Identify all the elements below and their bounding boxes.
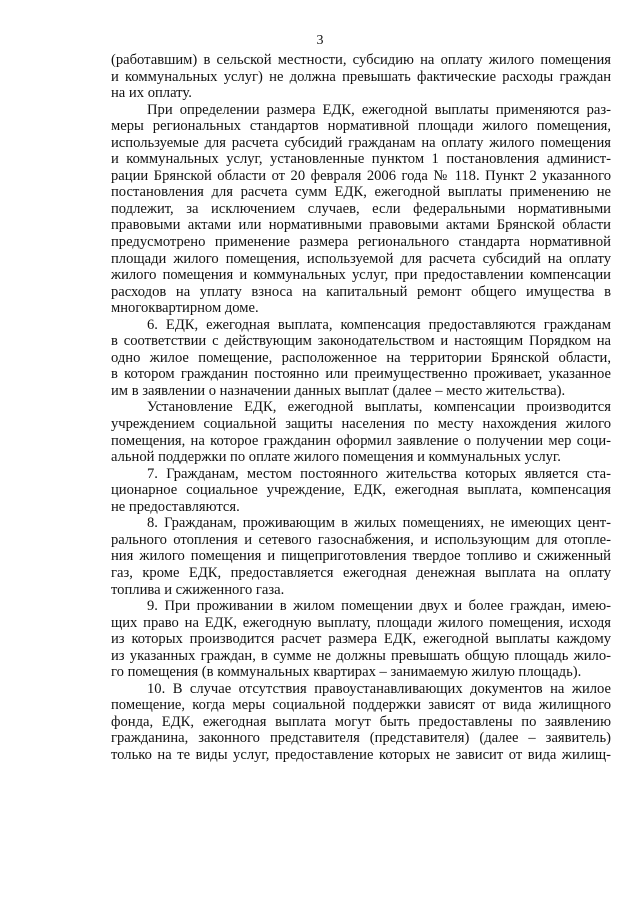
text-line: многоквартирном доме. [111,300,259,317]
text-line: предусмотрено применение размера регионального стандарта нормативной [111,234,611,251]
text-line: помещения, на которое гражданин оформил заявление о получении мер соци- [111,432,611,449]
text-line: ния жилого помещения и пищеприготовления твердое топливо и сжиженный [111,548,611,565]
paragraph [111,52,611,102]
text-line: только на те виды услуг, предоставление которых не зависит от вида жилищ- [111,746,611,763]
paragraph [111,102,611,317]
text-line: подлежит, за исключением случаев, если федеральными нормативными [111,200,611,217]
text-line: постановления для расчета сумм ЕДК, ежегодной выплаты применению не [111,184,611,201]
text-line: используемые для расчета субсидий гражданам на оплату жилого помещения [111,134,611,151]
text-line: 8. Гражданам, проживающим в жилых помещениях, не имеющих цент- [147,515,611,532]
text-line: рации Брянской области от 20 февраля 2006 года № 118. Пункт 2 указанного [111,167,611,184]
text-line: гражданина, законного представителя (представителя) (далее – заявитель) [111,730,611,747]
text-line: меры региональных стандартов нормативной площади жилого помещения, [111,118,611,135]
text-line: (работавшим) в сельской местности, субсидию на оплату жилого помещения [111,52,611,68]
text-line: топлива и сжиженного газа. [111,581,285,598]
text-line: 10. В случае отсутствия правоустанавливающих документов на жилое [147,680,611,697]
text-line: альной поддержки по оплате жилого помещения и коммунальных услуг. [111,449,561,466]
text-line: одно жилое помещение, расположенное на территории Брянской области, [111,349,611,366]
text-line: учреждением социальной защиты населения по месту нахождения жилого [111,416,611,433]
paragraph [111,466,611,516]
text-line: правовыми актами или нормативными правовыми актами Брянской области [111,217,611,234]
text-line: рального отопления и сетевого газоснабжения, и использующим для отопле- [111,531,611,548]
paragraph [111,399,611,465]
document-body [111,52,611,764]
text-line: щих право на ЕДК, ежегодную выплату, площади жилого помещения, исходя [111,614,611,631]
text-line: помещение, когда меры социальной поддержки зависят от вида жилищного [111,697,611,714]
text-line: в котором гражданин постоянно или преимущественно проживает, указанное [111,366,611,383]
text-line: 7. Гражданам, местом постоянного жительства которых является ста- [147,465,611,482]
text-line: в соответствии с действующим законодательством и настоящим Порядком на [111,333,611,350]
text-line: и коммунальных услуг) не должна превышать фактические расходы граждан [111,68,611,85]
text-line: фонда, ЕДК, ежегодная выплата могут быть предоставлены по заявлению [111,713,611,730]
text-line: на их оплату. [111,85,192,102]
text-line: Установление ЕДК, ежегодной выплаты, компенсации производится [147,399,611,416]
text-line: не предоставляются. [111,498,240,515]
text-line: газ, кроме ЕДК, предоставляется ежегодная денежная выплата на оплату [111,564,611,581]
text-line: и коммунальных услуг, установленные пунктом 1 постановления админист- [111,151,611,168]
page-number: 3 [316,33,324,48]
text-line: При определении размера ЕДК, ежегодной выплаты применяются раз- [147,101,611,118]
text-line: 6. ЕДК, ежегодная выплата, компенсация предоставляются гражданам [147,316,611,333]
text-line: жилого помещения и коммунальных услуг, при предоставлении компенсации [111,267,611,284]
text-line: из указанных граждан, в сумме не должны превышать общую площадь жило- [111,647,611,664]
paragraph [111,317,611,400]
text-line: 9. При проживании в жилом помещении двух и более граждан, имею- [147,598,611,615]
paragraph [111,598,611,681]
text-line: площади жилого помещения, используемой для расчета субсидий на оплату [111,250,611,267]
paragraph [111,681,611,764]
paragraph [111,515,611,598]
text-line: расходов на уплату взноса на капитальный ремонт общего имущества в [111,283,611,300]
text-line: им в заявлении о назначении данных выплат (далее – место жительства). [111,382,566,399]
text-line: ционарное социальное учреждение, ЕДК, ежегодная выплата, компенсация [111,482,611,499]
text-line: го помещения (в коммунальных квартирах – занимаемую жилую площадь). [111,664,582,681]
text-line: из которых производится расчет размера ЕДК, ежегодной выплаты каждому [111,631,611,648]
